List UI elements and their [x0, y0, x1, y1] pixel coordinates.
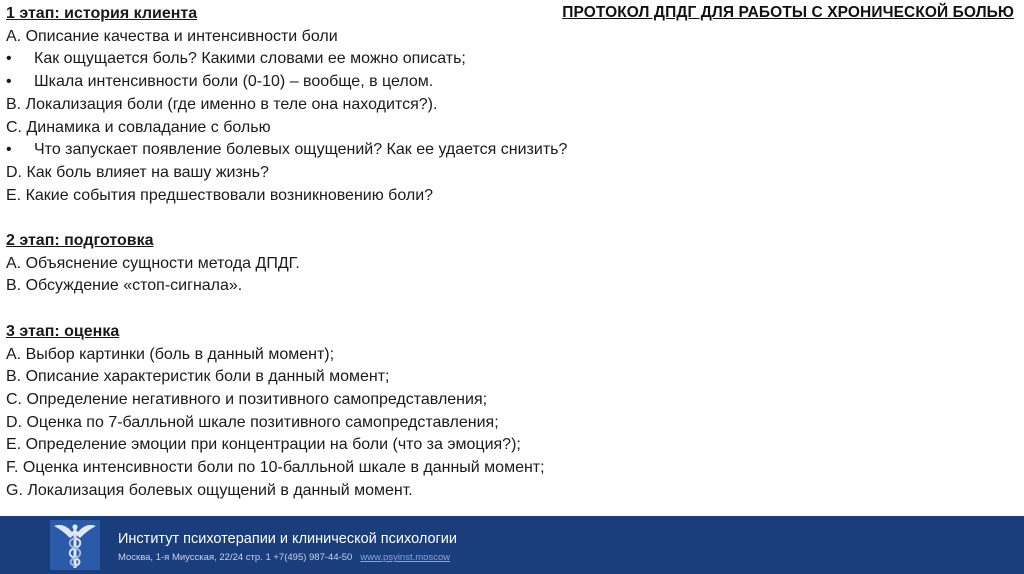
stage-2-item-b: B. Обсуждение «стоп-сигнала». [6, 277, 243, 295]
stage-3-item-e: E. Определение эмоции при концентрации на боли (что за эмоция?); [6, 436, 521, 454]
bullet-marker: • [6, 141, 12, 159]
spacer [6, 207, 806, 230]
stage-1-bullet-1 [6, 48, 806, 71]
bullet-text: Что запускает появление болевых ощущений? Как ее удается снизить? [34, 141, 568, 159]
bullet-marker: • [6, 73, 12, 91]
stage-1-item-c: C. Динамика и совладание с болью [6, 118, 271, 136]
spacer [6, 298, 806, 321]
bullet-text: Как ощущается боль? Какими словами ее можно описать; [34, 50, 466, 68]
slide-title: ПРОТОКОЛ ДПДГ ДЛЯ РАБОТЫ С ХРОНИЧЕСКОЙ БОЛЬЮ [562, 4, 1014, 21]
stage-1 [6, 3, 806, 207]
stage-3 [6, 321, 806, 503]
stage-3-item-d: D. Оценка по 7-балльной шкале позитивного самопредставления; [6, 413, 499, 431]
footer-bar [0, 516, 1024, 574]
protocol-content [6, 3, 806, 502]
stage-2 [6, 230, 806, 298]
website-link[interactable]: www.psyinst.moscow [360, 552, 451, 563]
stage-3-item-c: C. Определение негативного и позитивного самопредставления; [6, 390, 488, 408]
stage-1-bullet-3 [6, 139, 806, 162]
stage-3-item-a: A. Выбор картинки (боль в данный момент); [6, 345, 335, 363]
stage-2-item-a: A. Объяснение сущности метода ДПДГ. [6, 254, 300, 272]
stage-1-title: 1 этап: история клиента [6, 5, 198, 22]
institute-contact [118, 552, 450, 563]
bullet-marker: • [6, 50, 12, 68]
stage-1-bullet-2 [6, 71, 806, 94]
stage-1-item-b: B. Локализация боли (где именно в теле она находится?). [6, 95, 438, 113]
stage-3-item-b: B. Описание характеристик боли в данный момент; [6, 368, 390, 386]
stage-3-title: 3 этап: оценка [6, 322, 120, 340]
stage-3-item-g: G. Локализация болевых ощущений в данный момент. [6, 481, 413, 499]
bullet-text: Шкала интенсивности боли (0-10) – вообще, в целом. [34, 73, 434, 91]
stage-1-item-e: E. Какие события предшествовали возникновению боли? [6, 186, 434, 204]
stage-1-item-d: D. Как боль влияет на вашу жизнь? [6, 163, 269, 181]
stage-1-item-a: A. Описание качества и интенсивности боли [6, 27, 338, 45]
stage-3-item-f: F. Оценка интенсивности боли по 10-балльной шкале в данный момент; [6, 459, 545, 477]
institute-name: Институт психотерапии и клинической психологии [118, 531, 458, 547]
stage-2-title: 2 этап: подготовка [6, 232, 154, 250]
caduceus-logo-icon [50, 520, 100, 570]
institute-address: Москва, 1-я Миусская, 22/24 стр. 1 +7(495) 987-44-50 [118, 552, 353, 563]
